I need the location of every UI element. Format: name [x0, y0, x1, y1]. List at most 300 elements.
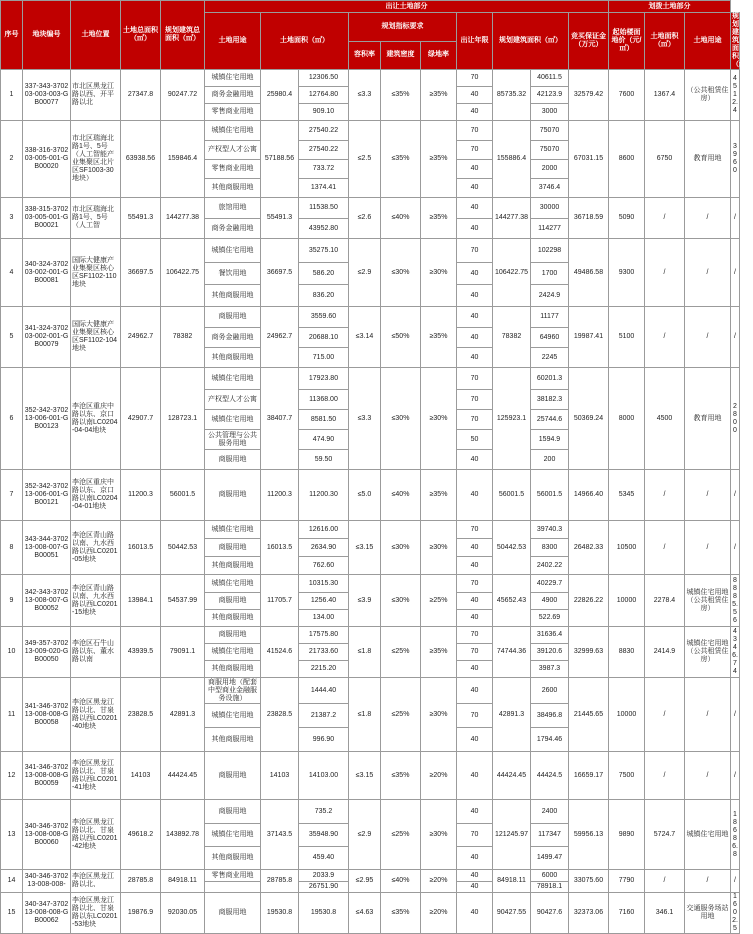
- cell-use: 旅馆用地: [205, 198, 261, 219]
- cell-far: ≤3.9: [349, 575, 381, 627]
- cell-floor-price: 8600: [609, 121, 645, 198]
- cell-years: 40: [457, 893, 493, 934]
- cell-years: 70: [457, 824, 493, 847]
- cell-alloc-use: 教育用地: [685, 121, 731, 198]
- table-row: [1, 521, 740, 539]
- cell-use: 商务金融用地: [205, 87, 261, 104]
- cell-alloc-area: 346.1: [645, 893, 685, 934]
- cell-build-area: 90427.55: [493, 893, 531, 934]
- cell-sub-build: 39120.6: [531, 644, 569, 661]
- cell-use: 零售商业用地: [205, 104, 261, 121]
- cell-seq: 7: [1, 470, 23, 521]
- cell-far: ≤3.15: [349, 521, 381, 575]
- table-row: [1, 470, 740, 521]
- cell-total-area: 43939.5: [121, 627, 161, 678]
- cell-code: 341-346-370213-008-008-GB00059: [23, 752, 71, 800]
- table-row: [1, 198, 740, 219]
- table-row: [1, 70, 740, 87]
- cell-alloc-build: /: [731, 678, 740, 752]
- cell-years: 40: [457, 179, 493, 198]
- cell-build-area: 125923.1: [493, 368, 531, 470]
- cell-sub-area: 11538.50: [299, 198, 349, 219]
- cell-density: ≤30%: [381, 368, 421, 470]
- cell-code: 340-347-370213-008-008-GB00062: [23, 893, 71, 934]
- cell-alloc-area: /: [645, 870, 685, 893]
- cell-area: 23828.5: [261, 678, 299, 752]
- header-deposit: 竞买保证金（万元）: [569, 13, 609, 70]
- cell-alloc-build: /: [731, 870, 740, 893]
- cell-years: 40: [457, 557, 493, 575]
- cell-floor-price: 7600: [609, 70, 645, 121]
- cell-sub-build: 2424.9: [531, 285, 569, 307]
- cell-total-area: 27347.8: [121, 70, 161, 121]
- cell-years: 40: [457, 348, 493, 368]
- cell-sub-build: 39740.3: [531, 521, 569, 539]
- cell-years: 40: [457, 198, 493, 219]
- header-build-area: 规划建筑面积（㎡）: [493, 13, 569, 70]
- cell-deposit: 32373.06: [569, 893, 609, 934]
- cell-area: 28785.8: [261, 870, 299, 893]
- cell-sub-area: 27540.22: [299, 121, 349, 141]
- header-total-area: 土地总面积（㎡）: [121, 1, 161, 70]
- cell-deposit: 26482.33: [569, 521, 609, 575]
- cell-sub-area: 474.90: [299, 430, 349, 450]
- cell-use: 商服用地: [205, 539, 261, 557]
- cell-use: 商服用地（配套中型商业金融服务设施）: [205, 678, 261, 704]
- cell-years: 70: [457, 410, 493, 430]
- table-row: [1, 368, 740, 390]
- cell-alloc-area: 2278.4: [645, 575, 685, 627]
- cell-location: 李沧区青山路以南、九水西路以西LC0201-05地块: [71, 521, 121, 575]
- cell-sub-build: 1700: [531, 263, 569, 285]
- cell-area: 55491.3: [261, 198, 299, 239]
- cell-location: 市北区瑞海北路1号、5号（人工智能产业集聚区北片区SF1003-30地块）: [71, 121, 121, 198]
- cell-sub-area: 35275.10: [299, 239, 349, 263]
- cell-deposit: 16659.17: [569, 752, 609, 800]
- cell-build-area: 155886.4: [493, 121, 531, 198]
- cell-density: ≤40%: [381, 198, 421, 239]
- cell-sub-area: 586.20: [299, 263, 349, 285]
- cell-alloc-area: /: [645, 470, 685, 521]
- cell-use: 城镇住宅用地: [205, 575, 261, 593]
- cell-sub-build: 2245: [531, 348, 569, 368]
- table-row: [1, 800, 740, 824]
- cell-code: 338-315-370203-005-001-GB00021: [23, 198, 71, 239]
- cell-code: 342-343-370213-008-007-GB00052: [23, 575, 71, 627]
- cell-seq: 4: [1, 239, 23, 307]
- header-use: 土地用途: [205, 13, 261, 70]
- cell-sub-build: 114277: [531, 219, 569, 239]
- cell-green: ≥20%: [421, 893, 457, 934]
- cell-far: ≤2.5: [349, 121, 381, 198]
- cell-build-area: 50442.53: [493, 521, 531, 575]
- cell-use: 商服用地: [205, 307, 261, 328]
- cell-sub-build: 8300: [531, 539, 569, 557]
- cell-alloc-build: 4512.4: [731, 70, 740, 121]
- cell-sub-build: 4900: [531, 593, 569, 610]
- cell-sub-area: 996.90: [299, 728, 349, 752]
- cell-total-area: 55491.3: [121, 198, 161, 239]
- cell-deposit: 22826.22: [569, 575, 609, 627]
- cell-total-area: 16013.5: [121, 521, 161, 575]
- cell-total-area: 24962.7: [121, 307, 161, 368]
- cell-use: 零售商业用地: [205, 160, 261, 179]
- cell-area: 11200.3: [261, 470, 299, 521]
- cell-green: ≥35%: [421, 470, 457, 521]
- cell-total-build: 90247.72: [161, 70, 205, 121]
- cell-location: 李沧区黑龙江路以北、甘泉路以西LC0201-40地块: [71, 678, 121, 752]
- cell-area: 37143.5: [261, 800, 299, 870]
- cell-sub-build: 40229.7: [531, 575, 569, 593]
- table-row: [1, 121, 740, 141]
- cell-alloc-use: /: [685, 470, 731, 521]
- cell-build-area: 106422.75: [493, 239, 531, 307]
- cell-green: ≥30%: [421, 678, 457, 752]
- cell-use: 公共管理与公共服务用地: [205, 430, 261, 450]
- cell-sub-area: 3559.60: [299, 307, 349, 328]
- cell-sub-area: 35948.90: [299, 824, 349, 847]
- cell-code: 338-316-370203-005-001-GB00020: [23, 121, 71, 198]
- cell-alloc-area: /: [645, 239, 685, 307]
- cell-use: 城镇住宅用地: [205, 644, 261, 661]
- cell-area: 24962.7: [261, 307, 299, 368]
- cell-build-area: 84918.11: [493, 870, 531, 893]
- cell-location: 李沧区黑龙江路以北、甘泉路以东LC0201-53地块: [71, 893, 121, 934]
- cell-years: 70: [457, 141, 493, 160]
- cell-total-area: 11200.3: [121, 470, 161, 521]
- cell-total-build: 42891.3: [161, 678, 205, 752]
- cell-total-build: 54537.99: [161, 575, 205, 627]
- cell-sub-area: 26751.90: [299, 882, 349, 893]
- cell-sub-build: 56001.5: [531, 470, 569, 521]
- cell-area: 11705.7: [261, 575, 299, 627]
- header-area: 土地面积（㎡）: [261, 13, 349, 70]
- cell-location: 市北区黑龙江路以西、开平路以北: [71, 70, 121, 121]
- cell-total-area: 49618.2: [121, 800, 161, 870]
- cell-use: 商务金融用地: [205, 219, 261, 239]
- cell-far: ≤2.6: [349, 198, 381, 239]
- cell-total-build: 128723.1: [161, 368, 205, 470]
- cell-sub-build: 3746.4: [531, 179, 569, 198]
- cell-seq: 11: [1, 678, 23, 752]
- cell-deposit: 32579.42: [569, 70, 609, 121]
- cell-sub-area: 14103.00: [299, 752, 349, 800]
- cell-years: 70: [457, 704, 493, 728]
- cell-deposit: 14966.40: [569, 470, 609, 521]
- cell-years: 40: [457, 307, 493, 328]
- cell-total-build: 44424.45: [161, 752, 205, 800]
- cell-use: 其他商服用地: [205, 847, 261, 870]
- cell-sub-area: 2215.20: [299, 661, 349, 678]
- cell-total-area: 14103: [121, 752, 161, 800]
- cell-seq: 3: [1, 198, 23, 239]
- cell-use: 商服用地: [205, 800, 261, 824]
- cell-sub-build: 522.69: [531, 610, 569, 627]
- cell-sub-area: 459.40: [299, 847, 349, 870]
- cell-sub-build: 60201.3: [531, 368, 569, 390]
- cell-code: 337-343-370203-003-003-GB00077: [23, 70, 71, 121]
- cell-build-area: 144277.38: [493, 198, 531, 239]
- cell-alloc-build: 3960: [731, 121, 740, 198]
- cell-years: 40: [457, 847, 493, 870]
- cell-density: ≤35%: [381, 70, 421, 121]
- cell-use: 其他商服用地: [205, 557, 261, 575]
- cell-use: 零售商业用地: [205, 870, 261, 882]
- cell-floor-price: 7160: [609, 893, 645, 934]
- header-green: 绿地率: [421, 41, 457, 70]
- cell-sub-area: 733.72: [299, 160, 349, 179]
- cell-sub-build: 3000: [531, 104, 569, 121]
- cell-area: 19530.8: [261, 893, 299, 934]
- cell-deposit: 36718.59: [569, 198, 609, 239]
- cell-deposit: 67031.15: [569, 121, 609, 198]
- cell-sub-build: 2400: [531, 800, 569, 824]
- cell-total-build: 79091.1: [161, 627, 205, 678]
- cell-location: 李沧区石牛山路以东、董水路以南: [71, 627, 121, 678]
- table-body: [1, 70, 740, 934]
- cell-sub-build: 90427.6: [531, 893, 569, 934]
- cell-location: 李沧区青山路以南、九水西路以西LC0201-15地块: [71, 575, 121, 627]
- cell-sub-build: 11177: [531, 307, 569, 328]
- cell-alloc-build: /: [731, 198, 740, 239]
- header-total-build: 规划建筑总面积（㎡）: [161, 1, 205, 70]
- cell-use: 城镇住宅用地: [205, 521, 261, 539]
- cell-sub-build: 2402.22: [531, 557, 569, 575]
- cell-total-area: 63938.56: [121, 121, 161, 198]
- cell-alloc-build: 4346.74: [731, 627, 740, 678]
- cell-far: ≤3.15: [349, 752, 381, 800]
- cell-floor-price: 9890: [609, 800, 645, 870]
- cell-sub-area: 21387.2: [299, 704, 349, 728]
- cell-sub-area: 12764.80: [299, 87, 349, 104]
- cell-location: 国际大健康产业集聚区核心区SF1102-104地块: [71, 307, 121, 368]
- cell-density: ≤30%: [381, 521, 421, 575]
- cell-alloc-build: /: [731, 307, 740, 368]
- cell-sub-area: 1374.41: [299, 179, 349, 198]
- cell-deposit: 33075.60: [569, 870, 609, 893]
- cell-alloc-build: 8885.56: [731, 575, 740, 627]
- cell-green: ≥30%: [421, 800, 457, 870]
- cell-years: 70: [457, 239, 493, 263]
- cell-alloc-use: 城镇住宅用地（公共租赁住房）: [685, 575, 731, 627]
- cell-area: 16013.5: [261, 521, 299, 575]
- cell-alloc-area: 5724.7: [645, 800, 685, 870]
- cell-years: 40: [457, 870, 493, 882]
- cell-total-build: 92030.05: [161, 893, 205, 934]
- cell-density: ≤25%: [381, 627, 421, 678]
- header-location: 土地位置: [71, 1, 121, 70]
- cell-sub-build: 42123.9: [531, 87, 569, 104]
- cell-sub-build: 31636.4: [531, 627, 569, 644]
- cell-total-area: 42907.7: [121, 368, 161, 470]
- header-density: 建筑密度: [381, 41, 421, 70]
- cell-sub-build: 25744.6: [531, 410, 569, 430]
- cell-alloc-use: /: [685, 198, 731, 239]
- header-seq: 序号: [1, 1, 23, 70]
- cell-deposit: 50369.24: [569, 368, 609, 470]
- cell-build-area: 42891.3: [493, 678, 531, 752]
- header-far: 容积率: [349, 41, 381, 70]
- cell-sub-area: 20688.10: [299, 328, 349, 348]
- cell-sub-build: 200: [531, 450, 569, 470]
- cell-far: ≤3.3: [349, 70, 381, 121]
- cell-sub-build: 6000: [531, 870, 569, 882]
- cell-alloc-use: 城镇住宅用地: [685, 800, 731, 870]
- cell-location: 李沧区重庆中路以东、京口路以南LC0204-04-04地块: [71, 368, 121, 470]
- cell-sub-build: 1794.46: [531, 728, 569, 752]
- cell-alloc-use: 城镇住宅用地（公共租赁住房）: [685, 627, 731, 678]
- cell-code: 341-324-370203-002-001-GB00079: [23, 307, 71, 368]
- table-row: [1, 627, 740, 644]
- cell-floor-price: 9300: [609, 239, 645, 307]
- cell-far: ≤2.95: [349, 870, 381, 893]
- cell-sub-area: 1256.40: [299, 593, 349, 610]
- cell-green: ≥30%: [421, 521, 457, 575]
- cell-years: 40: [457, 87, 493, 104]
- table-row: [1, 307, 740, 328]
- header-alloc-area: 土地面积（㎡）: [645, 13, 685, 70]
- cell-use: 商服用地: [205, 627, 261, 644]
- cell-sub-area: 59.50: [299, 450, 349, 470]
- cell-use: 商服用地: [205, 450, 261, 470]
- cell-alloc-build: 2800: [731, 368, 740, 470]
- cell-far: ≤2.9: [349, 800, 381, 870]
- cell-years: 40: [457, 728, 493, 752]
- cell-seq: 6: [1, 368, 23, 470]
- cell-location: 国际大健康产业集聚区核心区SF1102-110地块: [71, 239, 121, 307]
- cell-alloc-build: /: [731, 239, 740, 307]
- cell-area: 38407.7: [261, 368, 299, 470]
- cell-floor-price: 5090: [609, 198, 645, 239]
- cell-years: 40: [457, 160, 493, 179]
- cell-sub-area: 17923.80: [299, 368, 349, 390]
- cell-sub-build: 75070: [531, 121, 569, 141]
- cell-location: 李沧区黑龙江路以北、甘泉路以西LC0201-42地块: [71, 800, 121, 870]
- cell-total-area: 23828.5: [121, 678, 161, 752]
- cell-density: ≤40%: [381, 870, 421, 893]
- cell-far: ≤2.9: [349, 239, 381, 307]
- cell-sub-area: 2634.90: [299, 539, 349, 557]
- cell-seq: 2: [1, 121, 23, 198]
- cell-deposit: 19987.41: [569, 307, 609, 368]
- cell-far: ≤1.8: [349, 627, 381, 678]
- cell-alloc-area: 4500: [645, 368, 685, 470]
- cell-density: ≤30%: [381, 575, 421, 627]
- cell-floor-price: 7500: [609, 752, 645, 800]
- cell-sub-area: 11200.30: [299, 470, 349, 521]
- cell-years: 40: [457, 593, 493, 610]
- cell-years: 70: [457, 627, 493, 644]
- cell-use: 商务金融用地: [205, 328, 261, 348]
- cell-deposit: 49486.58: [569, 239, 609, 307]
- table-row: [1, 678, 740, 704]
- cell-years: 40: [457, 104, 493, 121]
- cell-alloc-use: /: [685, 307, 731, 368]
- cell-sub-build: 1594.9: [531, 430, 569, 450]
- cell-density: ≤25%: [381, 800, 421, 870]
- cell-location: 李沧区重庆中路以东、京口路以南LC0204-04-01地块: [71, 470, 121, 521]
- table-row: [1, 752, 740, 800]
- table-row: [1, 893, 740, 934]
- cell-sub-area: 21733.60: [299, 644, 349, 661]
- cell-sub-area: 10315.30: [299, 575, 349, 593]
- cell-seq: 14: [1, 870, 23, 893]
- cell-build-area: 121245.97: [493, 800, 531, 870]
- cell-far: ≤4.63: [349, 893, 381, 934]
- cell-green: ≥30%: [421, 239, 457, 307]
- cell-years: 70: [457, 521, 493, 539]
- cell-alloc-area: /: [645, 752, 685, 800]
- cell-alloc-use: /: [685, 752, 731, 800]
- cell-years: 70: [457, 575, 493, 593]
- cell-use: 餐饮用地: [205, 263, 261, 285]
- cell-code: 340-346-370213-008-008-: [23, 870, 71, 893]
- cell-use: 其他商服用地: [205, 285, 261, 307]
- header-alloc-group: 划拨土地部分: [609, 1, 731, 13]
- cell-seq: 12: [1, 752, 23, 800]
- cell-sub-area: 836.20: [299, 285, 349, 307]
- cell-years: 40: [457, 661, 493, 678]
- cell-build-area: 44424.45: [493, 752, 531, 800]
- cell-alloc-build: 1602.5: [732, 893, 738, 932]
- cell-total-build: 159846.4: [161, 121, 205, 198]
- cell-seq: 5: [1, 307, 23, 368]
- cell-years: 50: [457, 430, 493, 450]
- cell-sub-area: 762.60: [299, 557, 349, 575]
- cell-sub-area: 134.00: [299, 610, 349, 627]
- cell-green: ≥20%: [421, 752, 457, 800]
- cell-floor-price: 8830: [609, 627, 645, 678]
- cell-alloc-use: /: [685, 521, 731, 575]
- cell-floor-price: 5345: [609, 470, 645, 521]
- cell-years: 70: [457, 644, 493, 661]
- cell-green: ≥30%: [421, 368, 457, 470]
- cell-seq: 9: [1, 575, 23, 627]
- cell-use: 城镇住宅用地: [205, 410, 261, 430]
- cell-code: 352-342-370213-006-001-GB00123: [23, 368, 71, 470]
- cell-seq: 10: [1, 627, 23, 678]
- cell-code: 340-324-370203-002-001-GB00081: [23, 239, 71, 307]
- cell-code: 340-346-370213-008-008-GB00060: [23, 800, 71, 870]
- cell-total-build: 50442.53: [161, 521, 205, 575]
- cell-use: 其他商服用地: [205, 179, 261, 198]
- header-code: 地块编号: [23, 1, 71, 70]
- cell-deposit: 59956.13: [569, 800, 609, 870]
- cell-use: 其他商服用地: [205, 728, 261, 752]
- cell-code: 343-344-370213-008-007-GB00051: [23, 521, 71, 575]
- cell-green: ≥35%: [421, 627, 457, 678]
- cell-seq: 15: [1, 893, 23, 934]
- cell-density: ≤30%: [381, 239, 421, 307]
- cell-sub-area: 12306.50: [299, 70, 349, 87]
- cell-green: ≥35%: [421, 307, 457, 368]
- cell-far: ≤3.14: [349, 307, 381, 368]
- cell-years: 40: [457, 285, 493, 307]
- cell-seq: 13: [1, 800, 23, 870]
- header-floor-price: 起始楼面地价（元/㎡）: [609, 13, 645, 70]
- cell-seq: 1: [1, 70, 23, 121]
- cell-total-build: 143892.78: [161, 800, 205, 870]
- cell-floor-price: 8000: [609, 368, 645, 470]
- cell-use: 其他商服用地: [205, 610, 261, 627]
- cell-years: 40: [457, 882, 493, 893]
- cell-years: 70: [457, 368, 493, 390]
- cell-total-build: 78382: [161, 307, 205, 368]
- cell-total-area: 19876.9: [121, 893, 161, 934]
- header-alloc-use: 土地用途: [685, 13, 731, 70]
- cell-sub-build: 30000: [531, 198, 569, 219]
- cell-sub-build: 102298: [531, 239, 569, 263]
